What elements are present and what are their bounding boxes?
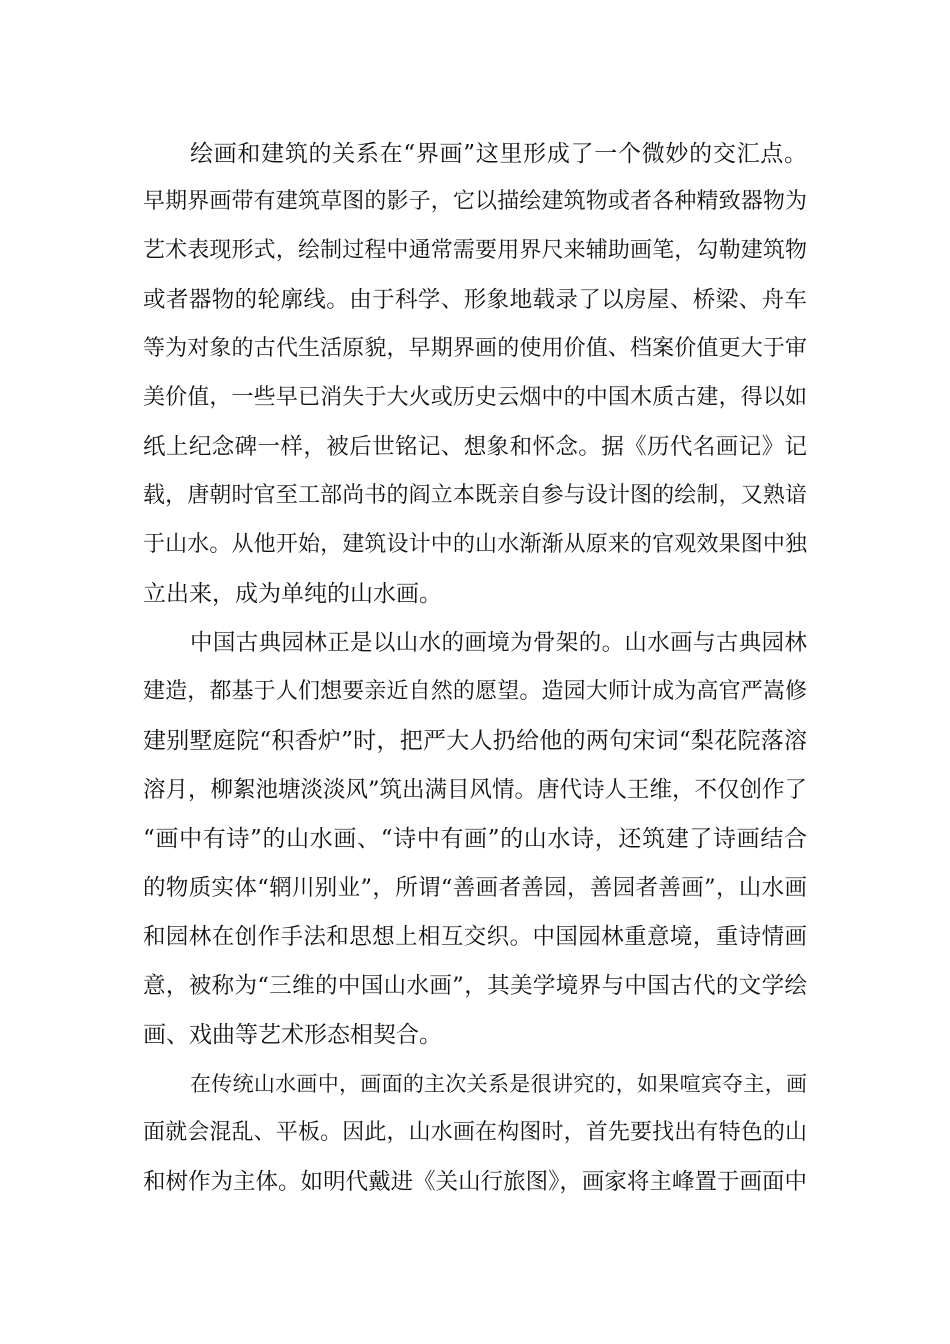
paragraph-2-line-7: 和园林在创作手法和思想上相互交织。中国园林重意境，重诗情画 [143, 924, 807, 950]
paragraph-3-line-2: 面就会混乱、平板。因此，山水画在构图时，首先要找出有特色的山 [143, 1120, 807, 1145]
paragraph-2-line-3: 建别墅庭院“积香炉”时，把严大人扔给他的两句宋词“梨花院落溶 [143, 728, 807, 754]
paragraph-1-line-10: 立出来，成为单纯的山水画。 [143, 581, 442, 607]
paragraph-2-line-4: 溶月，柳絮池塘淡淡风”筑出满目风情。唐代诗人王维，不仅创作了 [143, 777, 808, 803]
paragraph-1-line-5: 等为对象的古代生活原貌，早期界画的使用价值、档案价值更大于审 [143, 336, 807, 361]
paragraph-1-line-8: 载，唐朝时官至工部尚书的阎立本既亲自参与设计图的绘制，又熟谙 [143, 483, 807, 508]
paragraph-1-line-1: 绘画和建筑的关系在“界画”这里形成了一个微妙的交汇点。 [190, 141, 807, 167]
paragraph-1-line-3: 艺术表现形式，绘制过程中通常需要用界尺来辅助画笔，勾勒建筑物 [143, 238, 807, 263]
paragraph-3-line-3: 和树作为主体。如明代戴进《关山行旅图》，画家将主峰置于画面中 [143, 1169, 807, 1195]
paragraph-2-line-9: 画、戏曲等艺术形态相契合。 [143, 1022, 442, 1048]
paragraph-2-line-6: 的物质实体“辋川别业”，所谓“善画者善园，善园者善画”，山水画 [143, 875, 807, 901]
paragraph-1-line-6: 美价值，一些早已消失于大火或历史云烟中的中国木质古建，得以如 [143, 385, 807, 410]
paragraph-3-line-1: 在传统山水画中，画面的主次关系是很讲究的，如果喧宾夺主，画 [190, 1072, 807, 1096]
paragraph-2-line-5: “画中有诗”的山水画、“诗中有画”的山水诗，还筑建了诗画结合 [143, 826, 807, 852]
paragraph-1-line-4: 或者器物的轮廓线。由于科学、形象地载录了以房屋、桥梁、舟车 [143, 287, 807, 313]
paragraph-2-line-1: 中国古典园林正是以山水的画境为骨架的。山水画与古典园林 [190, 630, 807, 656]
paragraph-1-line-2: 早期界画带有建筑草图的影子，它以描绘建筑物或者各种精致器物为 [143, 189, 807, 214]
paragraph-2-line-2: 建造，都基于人们想要亲近自然的愿望。造园大师计成为高官严嵩修 [143, 679, 807, 704]
paragraph-1-line-7: 纸上纪念碑一样，被后世铭记、想象和怀念。据《历代名画记》记 [143, 434, 807, 460]
paragraph-2-line-8: 意，被称为“三维的中国山水画”，其美学境界与中国古代的文学绘 [143, 973, 807, 999]
paragraph-1-line-9: 于山水。从他开始，建筑设计中的山水渐渐从原来的官观效果图中独 [143, 532, 807, 557]
